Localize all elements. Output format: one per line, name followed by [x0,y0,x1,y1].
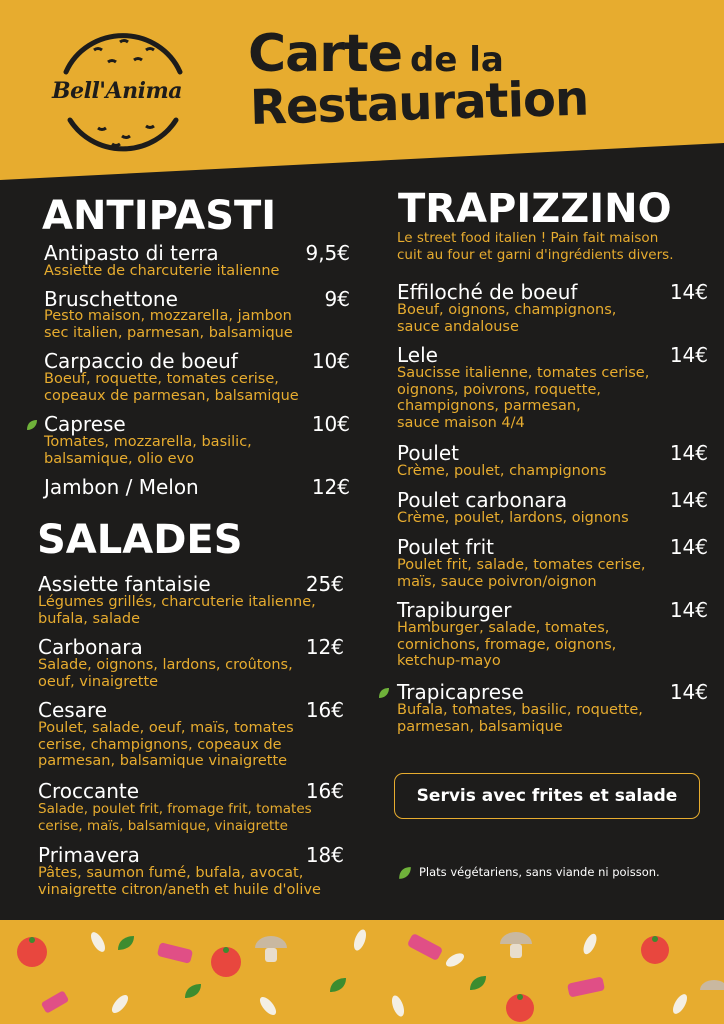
item-desc: Crème, poulet, champignons [397,463,607,479]
leaf-icon [378,687,390,699]
vegetarian-legend: Plats végétariens, sans viande ni poisson. [419,865,660,879]
item-name: Carpaccio de boeuf [44,349,238,373]
item-name: Cesare [38,698,108,722]
item-price: 25€ [305,572,344,596]
item-price: 16€ [305,698,344,722]
item-price: 12€ [311,475,350,499]
page-title-line1 [248,24,504,84]
item-price: 9,5€ [305,241,350,265]
item-price: 9€ [324,287,350,311]
item-price: 14€ [669,598,708,622]
item-desc: Salade, poulet frit, fromage frit, tomates cerise, maïs, balsamique, vinaigrette [38,801,312,834]
item-desc: Bufala, tomates, basilic, roquette, parmesan, balsamique [397,702,643,735]
item-desc: Hamburger, salade, tomates, cornichons, fromage, oignons, ketchup-mayo [397,620,617,669]
item-name: Carbonara [38,635,143,659]
item-name: Trapiburger [397,598,512,622]
leaf-icon [26,419,38,431]
section-title-salades: SALADES [37,517,243,563]
title-de-la: de la [410,40,504,80]
item-name: Trapicaprese [397,680,524,704]
trapizzino-intro: Le street food italien ! Pain fait maison cuit au four et garni d'ingrédients divers. [397,230,674,263]
item-price: 14€ [669,488,708,512]
item-price: 14€ [669,441,708,465]
footer-ingredients-decoration [0,920,724,1024]
item-name: Antipasto di terra [44,241,219,265]
item-price: 14€ [669,343,708,367]
item-name: Poulet carbonara [397,488,568,512]
logo-text: Bell'Anima [52,78,182,104]
item-name: Effiloché de boeuf [397,280,578,304]
item-desc: Poulet, salade, oeuf, maïs, tomates cerise, champignons, copeaux de parmesan, balsamique vinaigrette [38,720,294,769]
item-desc: Salade, oignons, lardons, croûtons, oeuf, vinaigrette [38,657,293,690]
item-desc: Pesto maison, mozzarella, jambon sec italien, parmesan, balsamique [44,308,293,341]
item-name: Bruschettone [44,287,178,311]
tomato-icon [17,937,47,967]
item-desc: Pâtes, saumon fumé, bufala, avocat, vinaigrette citron/aneth et huile d'olive [38,865,321,898]
item-name: Assiette fantaisie [38,572,211,596]
title-carte: Carte [248,24,403,84]
item-desc: Légumes grillés, charcuterie italienne, bufala, salade [38,594,316,627]
item-price: 14€ [669,535,708,559]
served-with-box [394,773,700,819]
item-name: Lele [397,343,438,367]
tomato-icon [641,936,669,964]
item-desc: Poulet frit, salade, tomates cerise, maïs, sauce poivron/oignon [397,557,646,590]
item-price: 12€ [305,635,344,659]
item-name: Croccante [38,779,140,803]
served-with-text: Servis avec frites et salade [416,786,678,806]
item-name: Poulet [397,441,459,465]
section-title-antipasti: ANTIPASTI [42,193,277,239]
item-desc: Crème, poulet, lardons, oignons [397,510,629,526]
item-price: 14€ [669,280,708,304]
item-price: 14€ [669,680,708,704]
item-price: 10€ [311,349,350,373]
item-name: Primavera [38,843,140,867]
item-price: 10€ [311,412,350,436]
item-name: Poulet frit [397,535,494,559]
page-title-line2: Restauration [249,70,589,136]
item-desc: Assiette de charcuterie italienne [44,263,280,279]
section-title-trapizzino: TRAPIZZINO [398,186,672,232]
garlic-icon [88,928,690,1018]
tomato-icon [211,947,241,977]
item-name: Caprese [44,412,126,436]
item-desc: Tomates, mozzarella, basilic, balsamique, olio evo [44,434,252,467]
leaf-icon [398,866,412,880]
item-desc: Saucisse italienne, tomates cerise, oignons, poivrons, roquette, champignons, parmesan, sauce maison 4/4 [397,365,650,431]
item-desc: Boeuf, roquette, tomates cerise, copeaux de parmesan, balsamique [44,371,299,404]
item-price: 16€ [305,779,344,803]
item-price: 18€ [305,843,344,867]
item-desc: Boeuf, oignons, champignons, sauce andalouse [397,302,617,335]
item-name: Jambon / Melon [44,475,199,499]
tomato-icon [506,994,534,1022]
